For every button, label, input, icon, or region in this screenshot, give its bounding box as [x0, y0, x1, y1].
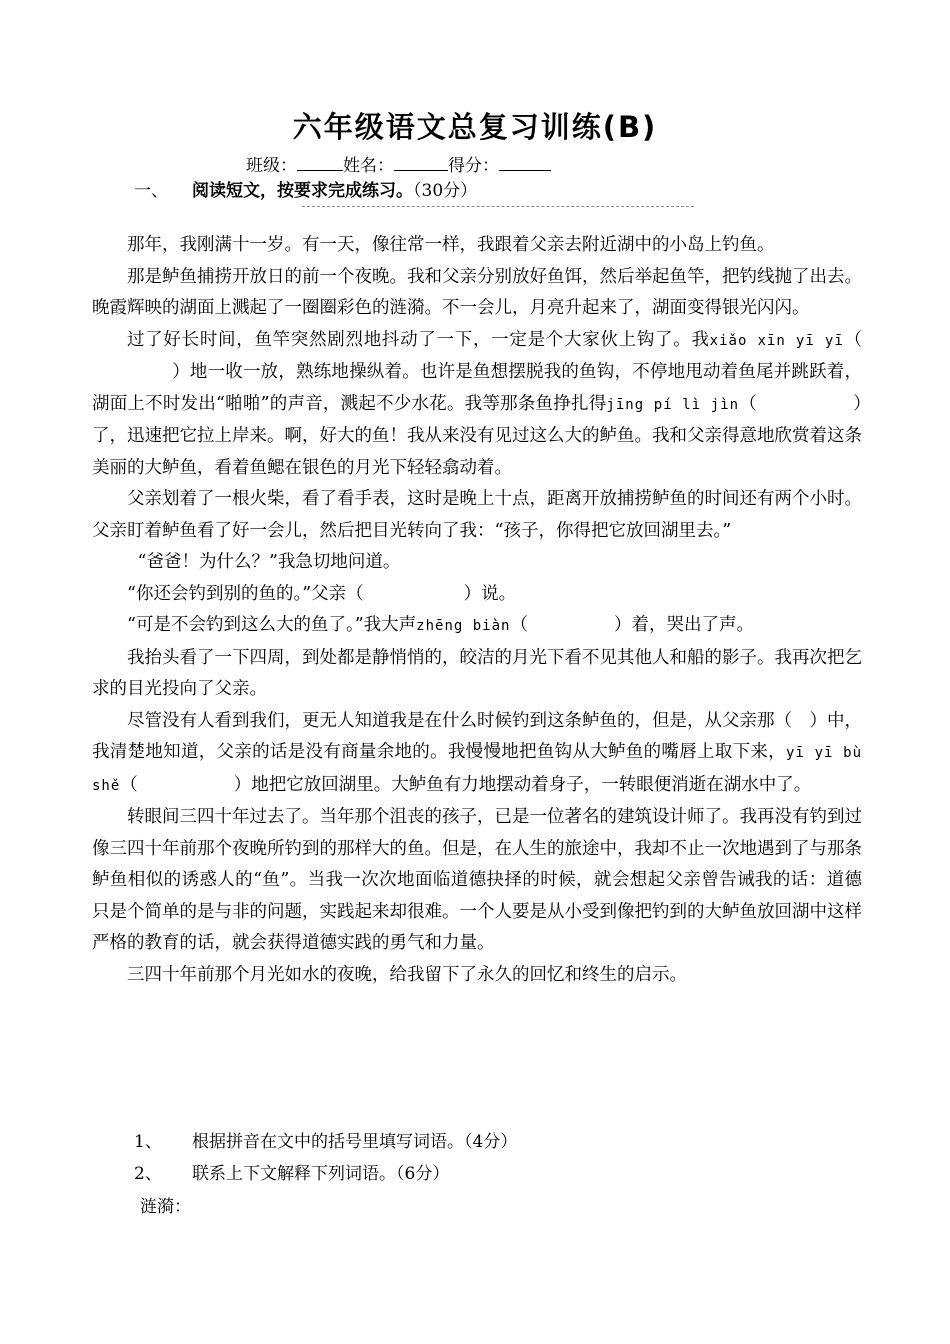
name-blank[interactable] [394, 154, 448, 171]
paragraph-9-text-c: ）地把它放回湖里。大鲈鱼有力地摆动着身子，一转眼便消逝在湖水中了。 [233, 774, 812, 795]
open-paren: （ [120, 774, 138, 795]
dashed-divider [302, 206, 694, 207]
pinyin-zhengbian: zhēng biàn [416, 618, 511, 634]
page-title: 六年级语文总复习训练(B) [292, 110, 658, 144]
paragraph-6-text-a: “你还会钓到别的鱼的。”父亲（ [127, 583, 364, 604]
reading-passage [92, 230, 862, 991]
question-1-text: 根据拼音在文中的括号里填写词语。（4分） [192, 1132, 518, 1152]
name-label: 姓名： [343, 156, 394, 176]
paragraph-7-text-c: ）着，哭出了声。 [613, 615, 754, 635]
score-label: 得分： [448, 156, 499, 176]
open-paren: （ [510, 615, 528, 635]
pinyin-xiaoxin: xiǎo xīn yī yī [709, 332, 844, 349]
open-paren: （ [843, 329, 863, 350]
question-2-number: 2、 [134, 1164, 162, 1184]
paragraph-11: 三四十年前那个月光如水的夜晚，给我留下了永久的回忆和终生的启示。 [127, 964, 687, 985]
paragraph-6-text-b: ）说。 [463, 583, 517, 604]
section-number: 一、 [134, 181, 168, 201]
paragraph-1: 那年，我刚满十一岁。有一天，像往常一样，我跟着父亲去附近湖中的小岛上钓鱼。 [127, 235, 775, 255]
pinyin-yiyibushe: yī yī bù shě [92, 745, 863, 794]
question-2-text: 联系上下文解释下列词语。（6分） [192, 1164, 450, 1184]
paragraph-3-text-c: ）地一收一放，熟练地操纵着。也许是鱼想摆脱我的鱼钩，不停地甩动着鱼尾并跳跃着，湖面上不时发出“啪啪”的声音，溅起不少水花。我等那条鱼挣扎得 [92, 362, 862, 414]
class-blank[interactable] [297, 154, 343, 171]
paragraph-9 [92, 706, 862, 803]
paragraph-7 [92, 610, 862, 643]
paragraph-3-text-a: 过了好长时间，鱼竿突然剧烈地抖动了一下，一定是个大家伙上钩了。我 [127, 329, 710, 350]
paragraph-2: 那是鲈鱼捕捞开放日的前一个夜晚。我和父亲分别放好鱼饵，然后举起鱼竿，把钓线抛了出去。晚霞辉映的湖面上溅起了一圈圈彩色的涟漪。不一会儿，月亮升起来了，湖面变得银光闪闪。 [92, 266, 862, 318]
paragraph-10: 转眼间三四十年过去了。当年那个沮丧的孩子，已是一位著名的建筑设计师了。我再没有钓到过像三四十年前那个夜晚所钓到的那样大的鱼。但是，在人生的旅途中，我却不止一次地遇到了与那条鲈鱼相似的诱惑人的“鱼”。当我一次次地面临道德抉择的时候，就会想起父亲曾告诫我的话：道德只是个简单的是与非的问题，实践起来却很难。一个人要是从小受到像把钓到的大鲈鱼放回湖中这样严格的教育的话，就会获得道德实践的勇气和力量。 [92, 807, 862, 953]
paragraph-3 [92, 325, 862, 485]
class-label: 班级： [246, 156, 297, 176]
open-paren: （ [739, 393, 758, 414]
question-1 [134, 1127, 517, 1152]
question-2 [134, 1159, 449, 1184]
paragraph-4: 父亲划着了一根火柴，看了看手表，这时是晚上十点，距离开放捕捞鲈鱼的时间还有两个小时。父亲盯着鲈鱼看了好一会儿，然后把目光转向了我：“孩子，你得把它放回湖里去。” [92, 489, 862, 541]
question-2-term: 涟漪： [140, 1197, 191, 1217]
section-instruction: 阅读短文，按要求完成练习。 [192, 181, 413, 201]
pinyin-jingpilijin: jīng pí lì jìn [606, 396, 740, 413]
paragraph-7-text-a: “可是不会钓到这么大的鱼了。”我大声 [127, 615, 417, 635]
section-points: （30分） [413, 181, 478, 201]
paragraph-8: 我抬头看了一下四周，到处都是静悄悄的，皎洁的月光下看不见其他人和船的影子。我再次把乞求的目光投向了父亲。 [92, 647, 862, 699]
student-info-line [246, 151, 551, 176]
paragraph-5: “爸爸！为什么？”我急切地问道。 [137, 552, 401, 572]
score-blank[interactable] [499, 154, 551, 171]
paragraph-9-text-a: 尽管没有人看到我们，更无人知道我是在什么时候钓到这条鲈鱼的，但是，从父亲那（ ）中，我清楚地知道，父亲的话是没有商量余地的。我慢慢地把鱼钩从大鲈鱼的嘴唇上取下来， [92, 710, 862, 762]
question-1-number: 1、 [134, 1132, 162, 1152]
paragraph-6 [92, 579, 862, 611]
paragraph-3-text-e: ）了，迅速把它拉上岸来。啊，好大的鱼！我从来没有见过这么大的鲈鱼。我和父亲得意地欣赏着这条美丽的大鲈鱼，看着鱼鳃在银色的月光下轻轻翕动着。 [92, 393, 862, 478]
section-heading [134, 176, 477, 201]
